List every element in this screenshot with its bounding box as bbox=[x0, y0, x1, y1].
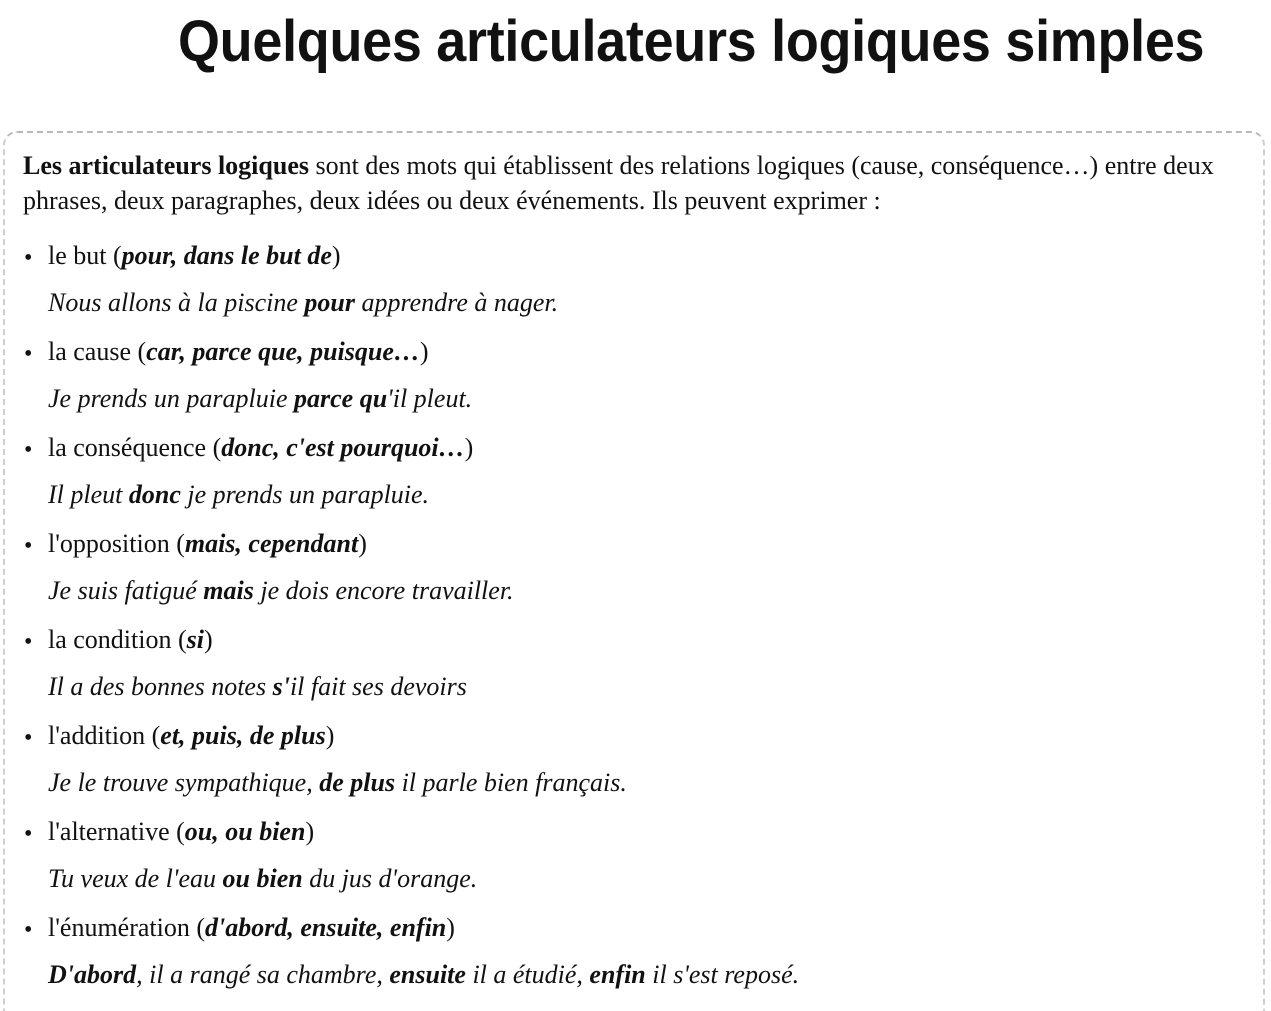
close-paren: ) bbox=[325, 721, 335, 750]
intro-text: sont des mots qui établissent des relations logiques (cause, conséquence…) entre deux phrases, deux paragraphes, deux idées ou deux événements. Ils peuvent exprimer : bbox=[23, 151, 1214, 215]
bullet-marker: • bbox=[24, 341, 33, 367]
category-name: la condition ( bbox=[48, 625, 187, 654]
category-name: l'opposition ( bbox=[48, 529, 185, 558]
example-text: il s'est reposé. bbox=[645, 960, 800, 989]
category-name: l'alternative ( bbox=[48, 817, 185, 846]
item-label bbox=[48, 430, 473, 466]
close-paren: ) bbox=[464, 433, 474, 462]
example-text: Il pleut bbox=[48, 480, 129, 509]
example-text: il fait ses devoirs bbox=[289, 672, 467, 701]
page-title: Quelques articulateurs logiques simples bbox=[178, 9, 1205, 74]
example-connector: s' bbox=[272, 672, 290, 701]
close-paren: ) bbox=[305, 817, 315, 846]
example-text: Je prends un parapluie bbox=[48, 384, 294, 413]
example-sentence bbox=[48, 669, 467, 705]
example-sentence bbox=[48, 573, 514, 609]
example-connector: donc bbox=[128, 480, 181, 509]
example-text: Tu veux de l'eau bbox=[48, 864, 223, 893]
example-connector: enfin bbox=[589, 960, 646, 989]
example-text: Nous allons à la piscine bbox=[48, 288, 305, 317]
example-connector: parce qu bbox=[294, 384, 388, 413]
example-text: 'il pleut. bbox=[387, 384, 473, 413]
intro-paragraph bbox=[23, 148, 1253, 218]
example-connector: ensuite bbox=[389, 960, 466, 989]
example-text: je prends un parapluie. bbox=[180, 480, 430, 509]
example-text: Je suis fatigué bbox=[48, 576, 204, 605]
example-connector: pour bbox=[304, 288, 355, 317]
example-connector: ou bien bbox=[222, 864, 303, 893]
close-paren: ) bbox=[419, 337, 429, 366]
connector-words: d'abord, ensuite, enfin bbox=[205, 913, 447, 942]
bullet-marker: • bbox=[24, 725, 33, 751]
connector-words: et, puis, de plus bbox=[160, 721, 326, 750]
connector-words: donc, c'est pourquoi… bbox=[221, 433, 465, 462]
item-label bbox=[48, 622, 213, 658]
category-name: la cause ( bbox=[48, 337, 147, 366]
example-sentence bbox=[48, 477, 429, 513]
category-name: la conséquence ( bbox=[48, 433, 222, 462]
bullet-marker: • bbox=[24, 629, 33, 655]
close-paren: ) bbox=[203, 625, 213, 654]
connector-words: car, parce que, puisque… bbox=[146, 337, 420, 366]
item-label bbox=[48, 334, 429, 370]
example-sentence bbox=[48, 957, 799, 993]
bullet-marker: • bbox=[24, 437, 33, 463]
example-text: du jus d'orange. bbox=[302, 864, 478, 893]
category-name: l'addition ( bbox=[48, 721, 161, 750]
bullet-marker: • bbox=[24, 245, 33, 271]
example-connector: mais bbox=[203, 576, 254, 605]
item-label bbox=[48, 718, 334, 754]
connector-words: pour, dans le but de bbox=[121, 241, 332, 270]
example-sentence bbox=[48, 285, 558, 321]
close-paren: ) bbox=[358, 529, 367, 558]
intro-term: Les articulateurs logiques bbox=[23, 151, 309, 180]
example-text: il parle bien français. bbox=[395, 768, 627, 797]
bullet-marker: • bbox=[24, 917, 33, 943]
close-paren: ) bbox=[446, 913, 455, 942]
category-name: l'énumération ( bbox=[48, 913, 206, 942]
connector-words: ou, ou bien bbox=[184, 817, 306, 846]
connector-words: si bbox=[186, 625, 204, 654]
example-text: Il a des bonnes notes bbox=[48, 672, 273, 701]
item-label bbox=[48, 814, 314, 850]
example-text: , il a rangé sa chambre, bbox=[136, 960, 390, 989]
example-text: apprendre à nager. bbox=[354, 288, 559, 317]
example-sentence bbox=[48, 861, 477, 897]
example-text: Je le trouve sympathique, bbox=[48, 768, 320, 797]
bullet-marker: • bbox=[24, 533, 33, 559]
close-paren: ) bbox=[331, 241, 341, 270]
bullet-marker: • bbox=[24, 821, 33, 847]
item-label bbox=[48, 526, 367, 562]
example-text: il a étudié, bbox=[465, 960, 590, 989]
item-label bbox=[48, 238, 341, 274]
example-sentence bbox=[48, 381, 472, 417]
example-text: je dois encore travailler. bbox=[253, 576, 514, 605]
item-label bbox=[48, 910, 455, 946]
category-name: le but ( bbox=[48, 241, 122, 270]
example-sentence bbox=[48, 765, 627, 801]
example-connector: D'abord bbox=[48, 960, 137, 989]
connector-words: mais, cependant bbox=[184, 529, 359, 558]
example-connector: de plus bbox=[319, 768, 396, 797]
